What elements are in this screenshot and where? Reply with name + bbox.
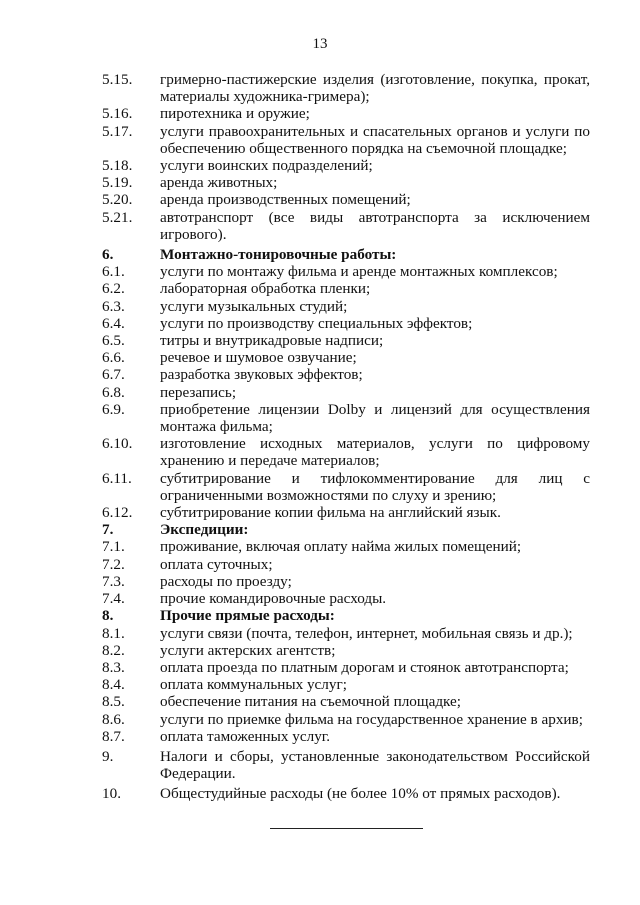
- list-item: [102, 105, 590, 122]
- end-rule: [270, 828, 423, 829]
- item-number: 6.9.: [102, 400, 125, 418]
- item-text: титры и внутрикадровые надписи;: [160, 332, 384, 350]
- list-item: [102, 157, 590, 174]
- item-number: 6.1.: [102, 263, 125, 281]
- item-number: 7.4.: [102, 590, 125, 608]
- item-text: услуги воинских подразделений;: [160, 157, 373, 175]
- item-number: 5.18.: [102, 157, 133, 175]
- item-number: 8.4.: [102, 676, 125, 694]
- item-number: 8.5.: [102, 693, 125, 711]
- item-text: изготовление исходных материалов, услуги по цифровому хранению и передаче материалов;: [160, 435, 590, 470]
- item-text: услуги по приемке фильма на государственное хранение в архив;: [160, 710, 583, 728]
- list-item: [102, 263, 590, 280]
- list-item: [102, 332, 590, 349]
- list-item: [102, 435, 590, 469]
- item-number: 5.17.: [102, 122, 133, 140]
- item-text: перезапись;: [160, 383, 237, 401]
- item-text: разработка звуковых эффектов;: [160, 366, 363, 384]
- item-text: приобретение лицензии Dolby и лицензий для осуществления монтажа фильма;: [160, 400, 590, 436]
- section-title: Прочие прямые расходы:: [160, 607, 335, 625]
- item-number: 8.3.: [102, 658, 125, 676]
- item-text: аренда животных;: [160, 174, 278, 192]
- item-number: 10.: [102, 785, 121, 803]
- list-item: [102, 71, 590, 105]
- item-number: 6.4.: [102, 314, 125, 332]
- list-item: [102, 209, 590, 243]
- list-item: [102, 728, 590, 745]
- list-item: [102, 659, 590, 676]
- item-text: пиротехника и оружие;: [160, 105, 310, 123]
- list-item: [102, 315, 590, 332]
- item-text: услуги связи (почта, телефон, интернет, мобильная связь и др.);: [160, 624, 573, 642]
- list-item: [102, 280, 590, 297]
- list-item: [102, 298, 590, 315]
- item-text: оплата проезда по платным дорогам и стоянок автотранспорта;: [160, 658, 569, 676]
- item-number: 6.10.: [102, 435, 133, 453]
- section-number: 8.: [102, 607, 114, 625]
- item-text: лабораторная обработка пленки;: [160, 280, 371, 298]
- item-text: услуги актерских агентств;: [160, 641, 336, 659]
- item-text: субтитрирование копии фильма на английский язык.: [160, 504, 501, 522]
- list-item: [102, 349, 590, 366]
- item-text: речевое и шумовое озвучание;: [160, 349, 357, 367]
- item-number: 7.1.: [102, 538, 125, 556]
- item-text: Налоги и сборы, установленные законодательством Российской Федерации.: [160, 747, 590, 783]
- item-number: 6.8.: [102, 383, 125, 401]
- section-heading: [102, 521, 590, 538]
- item-text: оплата суточных;: [160, 555, 273, 573]
- list-item: [102, 748, 590, 782]
- item-number: 6.7.: [102, 366, 125, 384]
- item-text: гримерно-пастижерские изделия (изготовление, покупка, прокат, материалы художника-гримера);: [160, 71, 590, 106]
- section-heading: [102, 607, 590, 624]
- item-text: Общестудийные расходы (не более 10% от прямых расходов).: [160, 785, 561, 803]
- list-item: [102, 191, 590, 208]
- item-number: 7.2.: [102, 555, 125, 573]
- item-number: 6.5.: [102, 332, 125, 350]
- item-number: 6.6.: [102, 349, 125, 367]
- item-text: прочие командировочные расходы.: [160, 590, 387, 608]
- item-text: оплата таможенных услуг.: [160, 727, 331, 745]
- item-text: услуги музыкальных студий;: [160, 297, 348, 315]
- list-item: [102, 504, 590, 521]
- list-item: [102, 366, 590, 383]
- list-item: [102, 785, 590, 802]
- section-number: 7.: [102, 521, 114, 539]
- item-number: 9.: [102, 747, 114, 765]
- list-item: [102, 676, 590, 693]
- list-item: [102, 711, 590, 728]
- item-text: услуги правоохранительных и спасательных органов и услуги по обеспечению общественного порядка на съемочной площадке;: [160, 122, 590, 157]
- item-text: услуги по монтажу фильма и аренде монтажных комплексов;: [160, 263, 558, 281]
- item-text: проживание, включая оплату найма жилых помещений;: [160, 538, 522, 556]
- list-item: [102, 573, 590, 590]
- item-number: 5.19.: [102, 174, 133, 192]
- item-number: 6.11.: [102, 469, 132, 487]
- expense-list: [102, 71, 590, 803]
- item-number: 5.21.: [102, 208, 133, 226]
- item-number: 6.12.: [102, 504, 133, 522]
- list-item: [102, 538, 590, 555]
- list-item: [102, 401, 590, 435]
- item-number: 8.1.: [102, 624, 125, 642]
- item-text: аренда производственных помещений;: [160, 191, 411, 209]
- item-number: 8.6.: [102, 710, 125, 728]
- item-text: обеспечение питания на съемочной площадке;: [160, 693, 462, 711]
- section-title: Монтажно-тонировочные работы:: [160, 246, 397, 264]
- list-item: [102, 174, 590, 191]
- item-number: 5.16.: [102, 105, 133, 123]
- list-item: [102, 470, 590, 504]
- item-text: услуги по производству специальных эффектов;: [160, 314, 473, 332]
- list-item: [102, 384, 590, 401]
- item-number: 7.3.: [102, 572, 125, 590]
- item-number: 5.15.: [102, 71, 133, 88]
- item-number: 6.2.: [102, 280, 125, 298]
- list-item: [102, 625, 590, 642]
- item-text: расходы по проезду;: [160, 572, 292, 590]
- item-number: 8.7.: [102, 727, 125, 745]
- item-number: 5.20.: [102, 191, 133, 209]
- list-item: [102, 693, 590, 710]
- item-number: 6.3.: [102, 297, 125, 315]
- section-number: 6.: [102, 246, 114, 264]
- item-text: оплата коммунальных услуг;: [160, 676, 347, 694]
- page-number: 13: [312, 36, 328, 52]
- list-item: [102, 123, 590, 157]
- section-heading: [102, 246, 590, 263]
- list-item: [102, 556, 590, 573]
- list-item: [102, 642, 590, 659]
- item-text: субтитрирование и тифлокомментирование для лиц с ограниченными возможностями по слуху и зрению;: [160, 469, 590, 504]
- list-item: [102, 590, 590, 607]
- item-text: автотранспорт (все виды автотранспорта за исключением игрового).: [160, 208, 590, 243]
- section-title: Экспедиции:: [160, 521, 249, 539]
- item-number: 8.2.: [102, 641, 125, 659]
